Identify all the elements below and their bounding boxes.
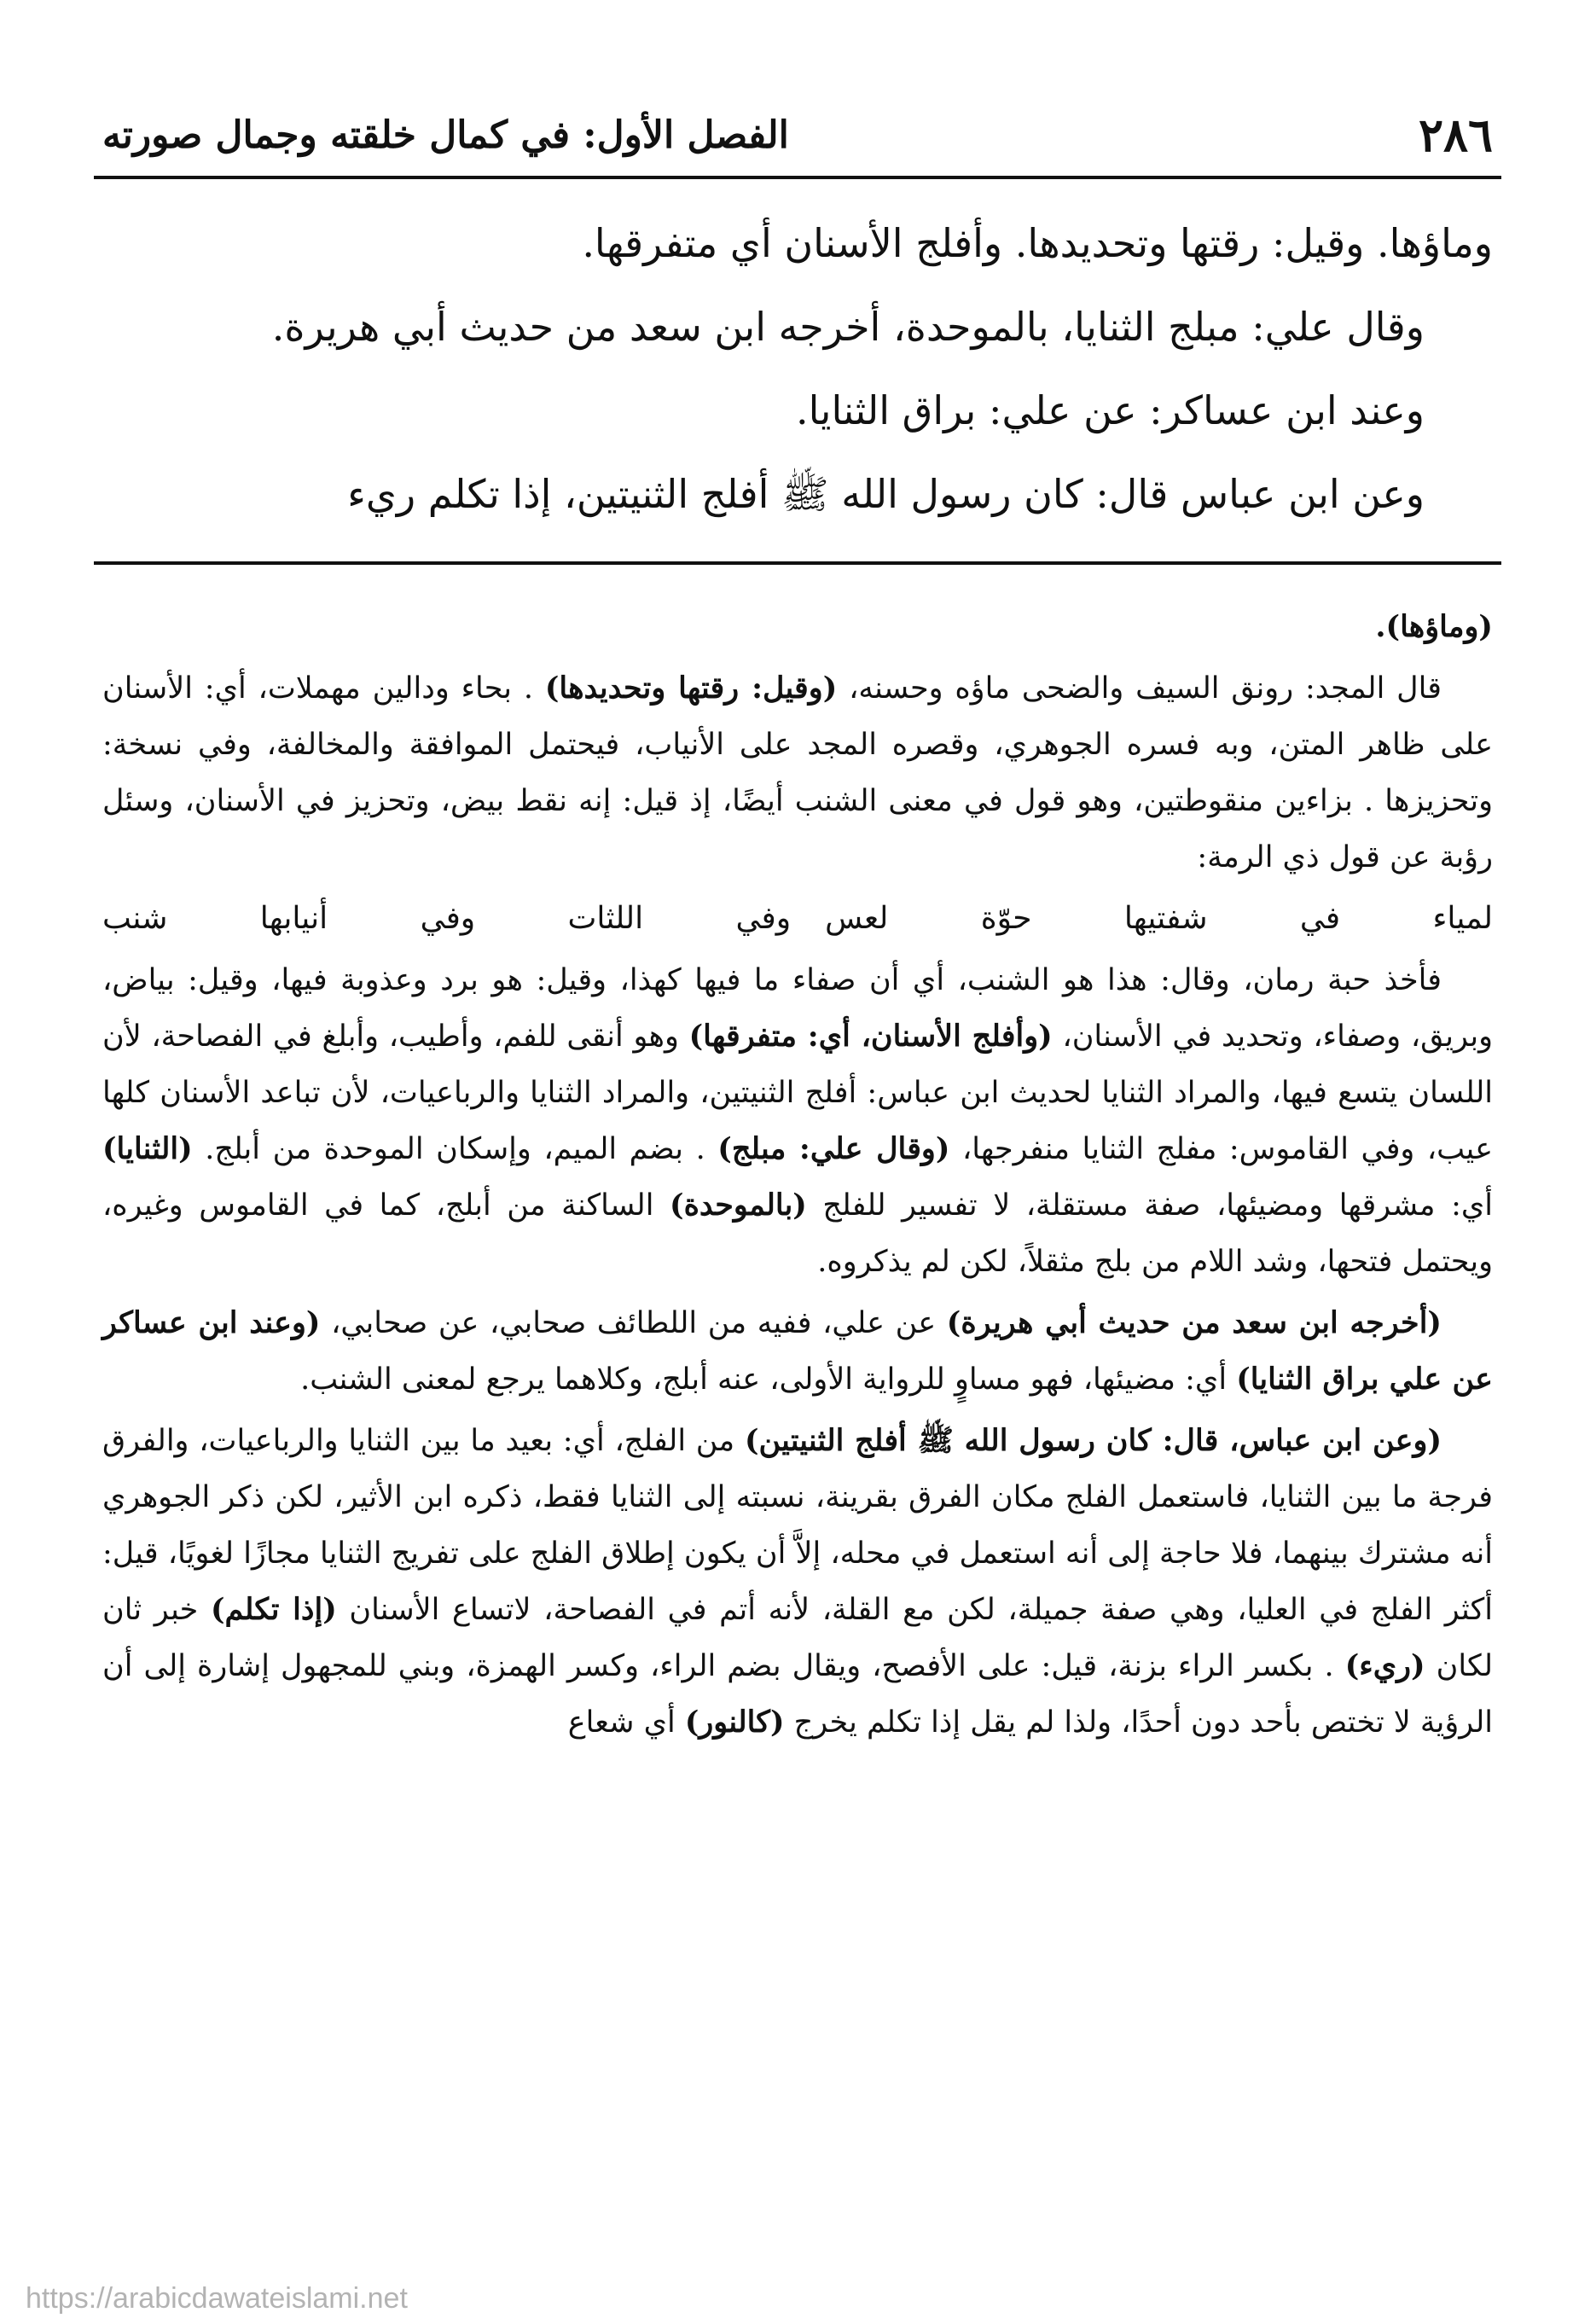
commentary-text: عن علي، ففيه من اللطائف صحابي، عن صحابي،	[320, 1306, 947, 1340]
commentary-text: وهو أنقى للفم، وأطيب، وأبلغ في الفصاحة، لأن اللسان يتسع فيها، والمراد الثنايا لحديث ابن عباس: أفلج الثنيتين، والمراد الثنايا والرباعيات، لأن تباعد الأسنان كلها عيب، وفي القاموس: مفلج الثنايا منفرجها،	[102, 1020, 1493, 1166]
commentary-paragraph	[102, 1413, 1493, 1751]
commentary-text: أي: مضيئها، فهو مساوٍ للرواية الأولى، عنه أبلج، وكلاهما يرجع لمعنى الشنب.	[300, 1362, 1237, 1397]
commentary-text: قال المجد: رونق السيف والضحى ماؤه وحسنه،	[837, 671, 1442, 706]
lemma: (وأفلج الأسنان، أي: متفرقها)	[688, 1019, 1053, 1054]
main-text	[94, 201, 1501, 536]
verse-first-hemistich: لمياء في شفتيها حوّة لعس	[825, 901, 1493, 936]
commentary-text: من الفلج، أي: بعيد ما بين الثنايا والرباعيات، والفرق فرجة ما بين الثنايا، فاستعمل الفلج مكان الفرق بقرينة، نسبته إلى الثنايا فقط، ذكره ابن الأثير، لكن ذكر الجوهري أنه مشترك بينهما، فلا حاجة إلى أنه استعمل في محله، إلاَّ أن يكون إطلاق الفلج على تفريج الثنايا مجازًا لغويًا، قيل: أكثر الفلج في العليا، وهي صفة جميلة، لكن مع القلة، لأنه أتم في الفصاحة، لاتساع الأسنان	[102, 1424, 1493, 1627]
lemma: (بالموحدة)	[670, 1188, 807, 1223]
commentary-text: أي: مشرقها ومضيئها، صفة مستقلة، لا تفسير للفلج	[806, 1188, 1494, 1223]
lemma: (وقال علي: مبلج)	[717, 1131, 950, 1166]
commentary-text: . بضم الميم، وإسكان الموحدة من أبلج.	[192, 1132, 718, 1166]
source-watermark: https://arabicdawateislami.net	[26, 2282, 408, 2315]
commentary-paragraph	[102, 952, 1493, 1290]
lemma: (إذا تكلم)	[210, 1592, 337, 1627]
lemma: (كالنور)	[684, 1705, 785, 1740]
commentary-text: الساكنة من أبلج، كما في القاموس وغيره، ويحتمل فتحها، وشد اللام من بلج مثقلاً، لكن لم يذكروه.	[102, 1188, 1493, 1279]
commentary-paragraph	[102, 1295, 1493, 1408]
main-text-line: وقال علي: مبلج الثنايا، بالموحدة، أخرجه ابن سعد من حديث أبي هريرة.	[271, 304, 1425, 350]
commentary-text: . بحاء ودالين مهملات، أي: الأسنان على ظاهر المتن، وبه فسره الجوهري، وقصره المجد على الأنياب، فيحتمل الموافقة والمخالفة، وفي نسخة: وتحزيزها . بزاءين منقوطتين، وهو قول في معنى الشنب أيضًا، إذ قيل: إنه نقط بيض، وتحزيز في الأسنان، وسئل رؤبة عن قول ذي الرمة:	[102, 671, 1493, 874]
commentary-text: . بكسر الراء بزنة، قيل: على الأفصح، ويقال بضم الراء، وكسر الهمزة، وبني للمجهول إشارة إلى أن الرؤية لا تختص بأحد دون أحدًا، ولذا لم يقل إذا تكلم يخرج	[102, 1649, 1493, 1740]
lemma: (وعند ابن عساكر عن علي براق الثنايا)	[102, 1305, 1493, 1397]
main-text-line: وماؤها. وقيل: رقتها وتحديدها. وأفلج الأسنان أي متفرقها.	[582, 220, 1493, 266]
commentary-text: أي شعاع	[567, 1705, 685, 1740]
lemma: (وماؤها).	[1375, 609, 1493, 644]
main-text-line: وعند ابن عساكر: عن علي: براق الثنايا.	[796, 387, 1425, 433]
lemma: (الثنايا)	[102, 1131, 193, 1166]
verse-second-hemistich: وفي اللثات وفي أنيابها شنب	[102, 901, 792, 936]
chapter-title: الفصل الأول: في كمال خلقته وجمال صورته	[102, 113, 789, 157]
book-page	[94, 94, 1501, 2278]
lemma: (أخرجه ابن سعد من حديث أبي هريرة)	[946, 1305, 1442, 1340]
commentary-text: خبر ثان لكان	[102, 1593, 1493, 1683]
commentary	[94, 599, 1501, 1751]
page-number: ٢٨٦	[1418, 107, 1493, 162]
section-divider	[94, 561, 1501, 565]
commentary-text: فأخذ حبة رمان، وقال: هذا هو الشنب، أي أن صفاء ما فيها كهذا، وقيل: هو برد وعذوبة فيها، وقيل: بياض، وبريق، وصفاء، وتحديد في الأسنان،	[102, 963, 1494, 1054]
lemma: (وقيل: رقتها وتحديدها)	[544, 671, 838, 706]
page-header	[94, 94, 1501, 179]
lemma: (وعن ابن عباس، قال: كان رسول الله ﷺ أفلج الثنيتين)	[744, 1423, 1442, 1458]
poetry-verse	[102, 891, 1493, 947]
lemma: (ريء)	[1344, 1648, 1425, 1683]
commentary-paragraph	[102, 660, 1493, 886]
commentary-paragraph	[102, 599, 1493, 655]
main-text-line: وعن ابن عباس قال: كان رسول الله ﷺ أفلج الثنيتين، إذا تكلم ريء	[347, 471, 1425, 517]
